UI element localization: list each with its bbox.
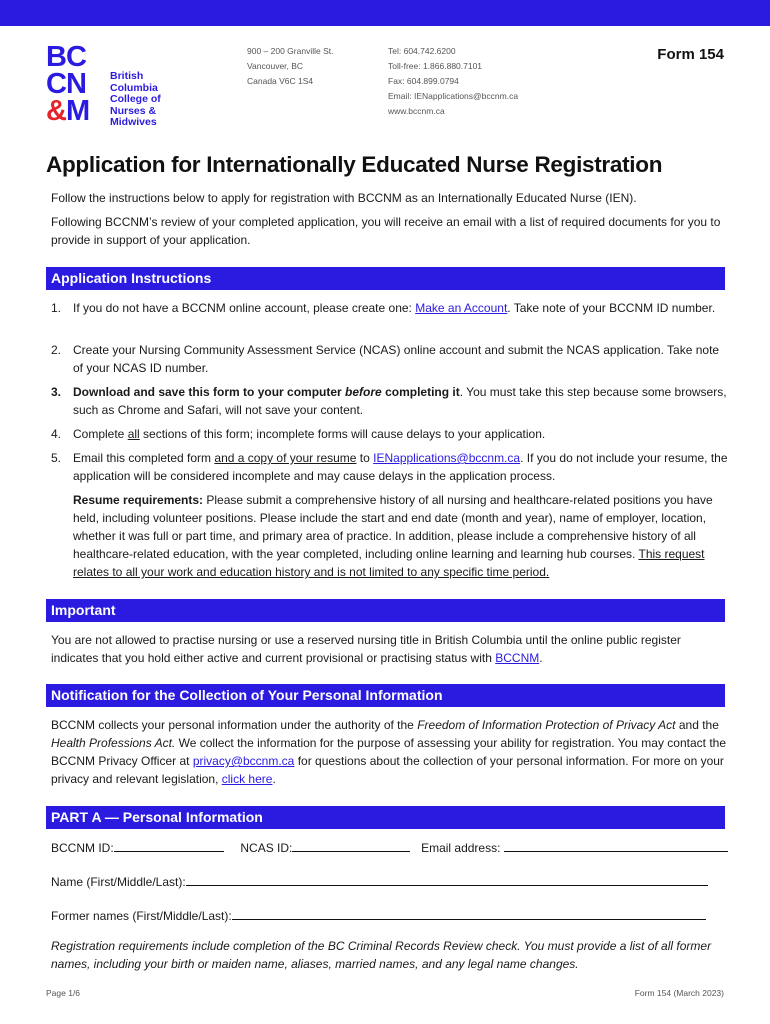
intro-paragraph-1: Follow the instructions below to apply for registration with BCCNM as an Internationally Educated Nurse (IEN).	[51, 191, 637, 205]
form-number: Form 154	[657, 46, 724, 63]
bccnm-register-link[interactable]: BCCNM	[495, 651, 540, 665]
important-text: You are not allowed to practise nursing or use a reserved nursing title in British Columbia until the online public register indicates that you hold either active and current provisional or practising status with BCCNM.	[51, 633, 681, 665]
click-here-link[interactable]: click here	[221, 772, 273, 786]
logo-wordmark: British Columbia College of Nurses & Midwives	[110, 70, 161, 128]
former-names-input[interactable]	[232, 908, 706, 920]
contact-info	[388, 44, 518, 119]
phone: Tel: 604.742.6200	[388, 46, 456, 56]
logo-row-1: BC	[46, 41, 86, 73]
fax: Fax: 604.899.0794	[388, 76, 459, 86]
former-names-label: Former names (First/Middle/Last):	[51, 909, 232, 923]
toll-free: Toll-free: 1.866.880.7101	[388, 61, 483, 71]
registration-requirements-note: Registration requirements include completion of the BC Criminal Records Review check. You must provide a list of all former names, including your birth or maiden name, aliases, married names, and any legal name changes.	[51, 939, 712, 971]
form-version: Form 154 (March 2023)	[634, 988, 724, 998]
ncas-id-input[interactable]	[292, 840, 410, 852]
bccnm-logo	[46, 41, 176, 134]
page-number: Page 1/6	[46, 988, 81, 998]
contact-email: Email: IENapplications@bccnm.ca	[388, 91, 519, 101]
name-label: Name (First/Middle/Last):	[51, 875, 186, 889]
section-heading-instructions: Application Instructions	[46, 267, 725, 290]
section-heading-important: Important	[46, 599, 725, 622]
name-field-row	[51, 873, 726, 891]
section-heading-part-a: PART A — Personal Information	[46, 806, 725, 829]
ien-email-link[interactable]: IENapplications@bccnm.ca	[373, 451, 521, 465]
notification-text: BCCNM collects your personal information under the authority of the Freedom of Information Protection of Privacy Act and the Health Professions Act. We collect the information for the purpose of assessing your ability for registration. You may contact the BCCNM Privacy Officer at privacy@bccnm.ca for questions about the collection of your personal information. For more on your privacy and relevant legislation, click here.	[51, 718, 727, 786]
logo-row-3: M	[65, 95, 90, 127]
top-accent-bar	[0, 0, 770, 26]
id-fields-row	[51, 839, 726, 857]
name-input[interactable]	[186, 874, 708, 886]
logo-ampersand: &	[46, 95, 66, 127]
intro-paragraph-2: Following BCCNM’s review of your completed application, you will receive an email with a list of required documents for you to provide in support of your application.	[51, 215, 721, 247]
email-label: Email address:	[421, 841, 501, 855]
bccnm-id-label: BCCNM ID:	[51, 841, 114, 855]
bccnm-id-input[interactable]	[114, 840, 224, 852]
former-names-row	[51, 907, 726, 925]
email-input[interactable]	[504, 840, 728, 852]
section-heading-notification: Notification for the Collection of Your Personal Information	[46, 684, 725, 707]
privacy-email-link[interactable]: privacy@bccnm.ca	[192, 754, 295, 768]
website: www.bccnm.ca	[388, 106, 445, 116]
ncas-id-label: NCAS ID:	[240, 841, 293, 855]
page-title: Application for Internationally Educated Nurse Registration	[46, 152, 663, 177]
make-account-link[interactable]: Make an Account	[415, 301, 508, 315]
logo-row-2: CN	[46, 68, 86, 100]
mailing-address: 900 – 200 Granville St. Vancouver, BC Canada V6C 1S4	[247, 46, 334, 86]
